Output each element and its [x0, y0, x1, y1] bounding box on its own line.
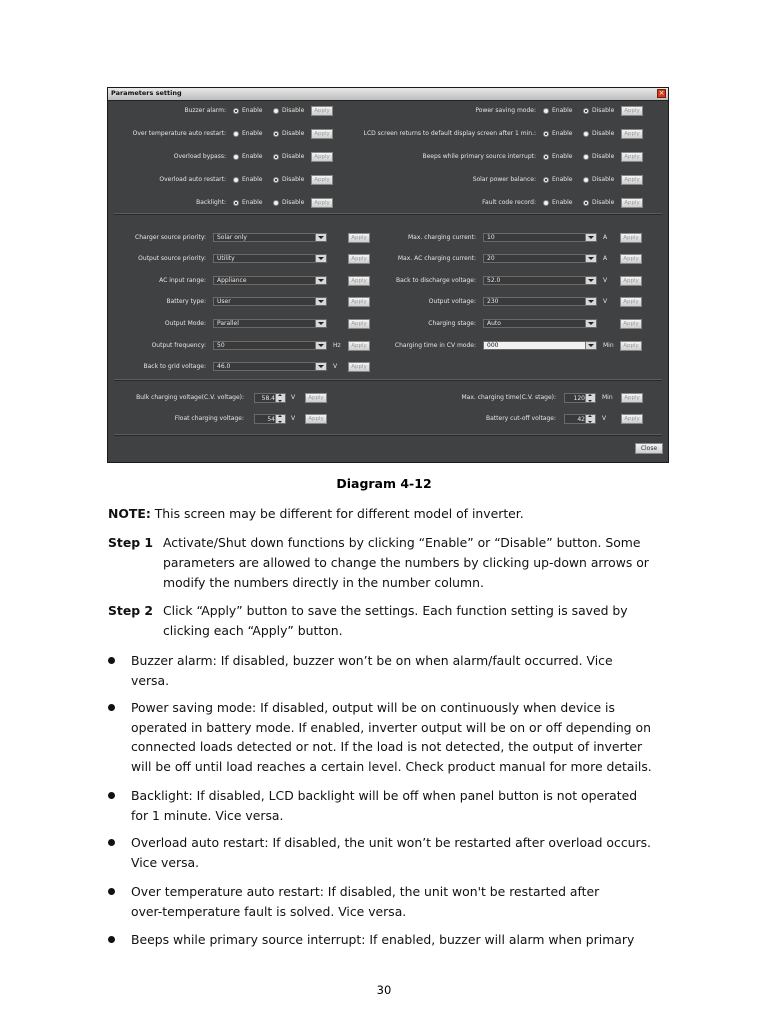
- enable-label: Enable: [242, 153, 263, 160]
- chevron-down-icon: [315, 342, 326, 349]
- enable-label: Enable: [552, 176, 573, 183]
- setting-select[interactable]: [213, 276, 327, 285]
- disable-label: Disable: [592, 130, 615, 137]
- apply-button[interactable]: Apply: [348, 254, 370, 264]
- setting-select[interactable]: [483, 254, 597, 263]
- enable-radio[interactable]: [233, 177, 239, 183]
- apply-button[interactable]: Apply: [348, 362, 370, 372]
- close-icon[interactable]: ×: [658, 89, 665, 97]
- disable-label: Disable: [592, 107, 615, 114]
- disable-label: Disable: [282, 199, 305, 206]
- disable-radio[interactable]: [273, 108, 279, 114]
- chevron-down-icon: [315, 255, 326, 262]
- apply-button[interactable]: Apply: [311, 106, 333, 116]
- chevron-down-icon: [585, 342, 596, 349]
- bullet-line: Over temperature auto restart: If disabled, the unit won't be restarted after: [131, 884, 600, 899]
- disable-label: Disable: [282, 153, 305, 160]
- number-stepper[interactable]: [254, 414, 286, 424]
- apply-button[interactable]: Apply: [620, 276, 642, 286]
- select-value: User: [217, 298, 231, 305]
- enable-label: Enable: [552, 153, 573, 160]
- bullet-line: connected loads detected or not. If the load is not detected, the output of inverter: [131, 739, 643, 754]
- setting-label: LCD screen returns to default display screen after 1 min.:: [363, 130, 536, 137]
- chevron-down-icon: [585, 277, 596, 284]
- unit-label: Min: [603, 342, 614, 349]
- disable-radio[interactable]: [583, 154, 589, 160]
- setting-label: Power saving mode:: [475, 107, 536, 114]
- step2-line: clicking each “Apply” button.: [163, 623, 343, 638]
- parameters-setting-window: [107, 87, 669, 463]
- unit-label: Min: [602, 394, 613, 401]
- disable-label: Disable: [592, 153, 615, 160]
- disable-label: Disable: [282, 130, 305, 137]
- apply-button[interactable]: Apply: [620, 254, 642, 264]
- chevron-down-icon: [315, 277, 326, 284]
- number-stepper[interactable]: [564, 393, 596, 403]
- disable-label: Disable: [282, 176, 305, 183]
- chevron-down-icon: [315, 298, 326, 305]
- enable-radio[interactable]: [543, 177, 549, 183]
- bullet-line: Vice versa.: [131, 854, 200, 870]
- up-down-arrow-icon[interactable]: [585, 415, 595, 423]
- bullet-text: [131, 786, 676, 825]
- bullet-text: [131, 930, 676, 950]
- bullet-line: Backlight: If disabled, LCD backlight will be off when panel button is not operated: [131, 788, 638, 803]
- setting-select[interactable]: [483, 276, 597, 285]
- apply-button[interactable]: Apply: [621, 414, 643, 424]
- enable-label: Enable: [242, 130, 263, 137]
- setting-label: Max. AC charging current:: [397, 255, 476, 262]
- enable-radio[interactable]: [543, 154, 549, 160]
- enable-label: Enable: [242, 107, 263, 114]
- bullet-text: [131, 833, 676, 872]
- setting-label: Output source priority:: [138, 255, 206, 262]
- apply-button[interactable]: Apply: [348, 276, 370, 286]
- close-button[interactable]: Close: [635, 443, 663, 454]
- unit-label: V: [291, 415, 296, 422]
- unit-label: V: [603, 277, 608, 284]
- up-down-arrow-icon[interactable]: [275, 394, 285, 402]
- bullet-line: over-temperature fault is solved. Vice versa.: [131, 903, 407, 919]
- unit-label: Hz: [333, 342, 341, 349]
- setting-label: Fault code record:: [482, 199, 536, 206]
- setting-label: Output Mode:: [164, 320, 206, 327]
- bullet-line: operated in battery mode. If enabled, inverter output will be on or off depending on: [131, 719, 651, 735]
- disable-label: Disable: [282, 107, 305, 114]
- setting-label: Charger source priority:: [135, 234, 206, 241]
- unit-label: V: [333, 363, 338, 370]
- enable-radio[interactable]: [233, 108, 239, 114]
- chevron-down-icon: [585, 320, 596, 327]
- disable-radio[interactable]: [583, 131, 589, 137]
- disable-radio[interactable]: [273, 131, 279, 137]
- unit-label: A: [603, 255, 608, 262]
- step1-line: Activate/Shut down functions by clicking “Enable” or “Disable” button. Some: [163, 535, 641, 550]
- bullet-dot: [108, 936, 115, 943]
- apply-button[interactable]: Apply: [311, 175, 333, 185]
- select-value: 230: [487, 298, 499, 305]
- stepper-value: 42: [577, 416, 585, 423]
- disable-radio[interactable]: [273, 154, 279, 160]
- select-value: Solar only: [217, 234, 247, 241]
- bullet-dot: [108, 888, 115, 895]
- setting-select[interactable]: [483, 319, 597, 328]
- bullet-dot: [108, 839, 115, 846]
- select-value: 46.0: [217, 363, 231, 370]
- enable-label: Enable: [552, 199, 573, 206]
- setting-label: Beeps while primary source interrupt:: [422, 153, 536, 160]
- disable-radio[interactable]: [273, 177, 279, 183]
- setting-label: Back to discharge voltage:: [396, 277, 476, 284]
- bullet-line: for 1 minute. Vice versa.: [131, 807, 284, 823]
- enable-label: Enable: [242, 199, 263, 206]
- setting-label: Backlight:: [196, 199, 226, 206]
- select-value: 20: [487, 255, 495, 262]
- setting-label: Max. charging current:: [407, 234, 476, 241]
- select-value: Parallel: [217, 320, 239, 327]
- apply-button[interactable]: Apply: [620, 297, 642, 307]
- enable-radio[interactable]: [233, 200, 239, 206]
- chevron-down-icon: [315, 320, 326, 327]
- bullet-line: Beeps while primary source interrupt: If enabled, buzzer will alarm when primary: [131, 932, 635, 947]
- stepper-value: 54: [267, 416, 275, 423]
- chevron-down-icon: [585, 234, 596, 241]
- select-value: 50: [217, 342, 225, 349]
- setting-label: Float charging voltage:: [174, 415, 244, 422]
- setting-label: Charging stage:: [428, 320, 476, 327]
- select-value: 000: [487, 342, 499, 349]
- bullet-line: versa.: [131, 672, 170, 688]
- bullet-line: Overload auto restart: If disabled, the unit won’t be restarted after overload occurs.: [131, 835, 651, 850]
- setting-label: AC input range:: [159, 277, 206, 284]
- step2-label: Step 2: [108, 603, 154, 618]
- page-number: 30: [376, 983, 392, 997]
- unit-label: A: [603, 234, 608, 241]
- disable-radio[interactable]: [583, 108, 589, 114]
- apply-button[interactable]: Apply: [311, 129, 333, 139]
- enable-radio[interactable]: [543, 131, 549, 137]
- apply-button[interactable]: Apply: [311, 198, 333, 208]
- up-down-arrow-icon[interactable]: [585, 394, 595, 402]
- number-stepper[interactable]: [564, 414, 596, 424]
- apply-button[interactable]: Apply: [348, 233, 370, 243]
- setting-select[interactable]: [213, 297, 327, 306]
- stepper-value: 120: [573, 395, 585, 402]
- stepper-value: 58.4: [261, 395, 275, 402]
- step1-line: parameters are allowed to change the numbers by clicking up-down arrows or: [163, 555, 649, 570]
- setting-select[interactable]: [483, 233, 597, 242]
- disable-label: Disable: [592, 176, 615, 183]
- bullet-text: [131, 651, 676, 690]
- setting-label: Bulk charging voltage(C.V. voltage):: [136, 394, 244, 401]
- apply-button[interactable]: Apply: [311, 152, 333, 162]
- enable-radio[interactable]: [233, 154, 239, 160]
- disable-radio[interactable]: [583, 177, 589, 183]
- select-value: Utility: [217, 255, 235, 262]
- unit-label: V: [291, 394, 296, 401]
- enable-radio[interactable]: [233, 131, 239, 137]
- window-title: Parameters setting: [111, 89, 182, 97]
- up-down-arrow-icon[interactable]: [275, 415, 285, 423]
- bullet-dot: [108, 657, 115, 664]
- setting-label: Overload bypass:: [173, 153, 226, 160]
- setting-select[interactable]: [213, 341, 327, 350]
- select-value: Appliance: [217, 277, 247, 284]
- setting-label: Buzzer alarm:: [184, 107, 226, 114]
- chevron-down-icon: [585, 298, 596, 305]
- note: [108, 504, 524, 524]
- select-value: 10: [487, 234, 495, 241]
- apply-button[interactable]: Apply: [348, 297, 370, 307]
- unit-label: V: [602, 415, 607, 422]
- disable-radio[interactable]: [273, 200, 279, 206]
- chevron-down-icon: [585, 255, 596, 262]
- note-text: This screen may be different for different model of inverter.: [154, 506, 524, 521]
- apply-button[interactable]: Apply: [621, 106, 643, 116]
- step1-text: [163, 533, 683, 593]
- setting-select[interactable]: [483, 341, 597, 350]
- disable-label: Disable: [592, 199, 615, 206]
- setting-label: Over temperature auto restart:: [132, 130, 226, 137]
- step2-line: Click “Apply” button to save the settings. Each function setting is saved by: [163, 603, 628, 618]
- section-divider: [114, 213, 662, 215]
- enable-label: Enable: [242, 176, 263, 183]
- setting-label: Charging time in CV mode:: [394, 342, 476, 349]
- diagram-caption: Diagram 4-12: [336, 476, 432, 491]
- select-value: 52.0: [487, 277, 501, 284]
- apply-button[interactable]: Apply: [620, 341, 642, 351]
- apply-button[interactable]: Apply: [621, 129, 643, 139]
- enable-radio[interactable]: [543, 108, 549, 114]
- disable-radio[interactable]: [583, 200, 589, 206]
- enable-label: Enable: [552, 107, 573, 114]
- setting-select[interactable]: [483, 297, 597, 306]
- bullet-line: Power saving mode: If disabled, output will be on continuously when device is: [131, 700, 615, 715]
- setting-label: Overload auto restart:: [159, 176, 226, 183]
- setting-select[interactable]: [213, 362, 327, 371]
- setting-select[interactable]: [213, 233, 327, 242]
- apply-button[interactable]: Apply: [620, 233, 642, 243]
- apply-button[interactable]: Apply: [305, 393, 327, 403]
- setting-label: Output frequency:: [151, 342, 206, 349]
- apply-button[interactable]: Apply: [620, 319, 642, 329]
- chevron-down-icon: [315, 363, 326, 370]
- unit-label: V: [603, 298, 608, 305]
- apply-button[interactable]: Apply: [621, 175, 643, 185]
- setting-label: Solar power balance:: [472, 176, 536, 183]
- apply-button[interactable]: Apply: [621, 152, 643, 162]
- setting-label: Max. charging time(C.V. stage):: [461, 394, 556, 401]
- bullet-line: Buzzer alarm: If disabled, buzzer won’t be on when alarm/fault occurred. Vice: [131, 653, 613, 668]
- bullet-text: [131, 698, 676, 776]
- bullet-dot: [108, 704, 115, 711]
- setting-select[interactable]: [213, 319, 327, 328]
- enable-radio[interactable]: [543, 200, 549, 206]
- setting-select[interactable]: [213, 254, 327, 263]
- bullet-line: will be off until load reaches a certain level. Check product manual for more details.: [131, 758, 652, 774]
- section-divider: [114, 434, 662, 436]
- number-stepper[interactable]: [254, 393, 286, 403]
- step2-text: [163, 601, 683, 641]
- note-label: NOTE:: [108, 506, 151, 521]
- apply-button[interactable]: Apply: [348, 341, 370, 351]
- bullet-dot: [108, 792, 115, 799]
- setting-label: Battery type:: [166, 298, 206, 305]
- apply-button[interactable]: Apply: [305, 414, 327, 424]
- step1-line: modify the numbers directly in the number column.: [163, 575, 484, 590]
- step1-label: Step 1: [108, 535, 154, 550]
- apply-button[interactable]: Apply: [348, 319, 370, 329]
- bullet-text: [131, 882, 676, 921]
- apply-button[interactable]: Apply: [621, 198, 643, 208]
- apply-button[interactable]: Apply: [621, 393, 643, 403]
- setting-label: Output voltage:: [428, 298, 476, 305]
- select-value: Auto: [487, 320, 501, 327]
- setting-label: Back to grid voltage:: [143, 363, 206, 370]
- setting-label: Battery cut-off voltage:: [486, 415, 556, 422]
- enable-label: Enable: [552, 130, 573, 137]
- chevron-down-icon: [315, 234, 326, 241]
- section-divider: [114, 379, 662, 381]
- window-title-bar: [108, 88, 668, 101]
